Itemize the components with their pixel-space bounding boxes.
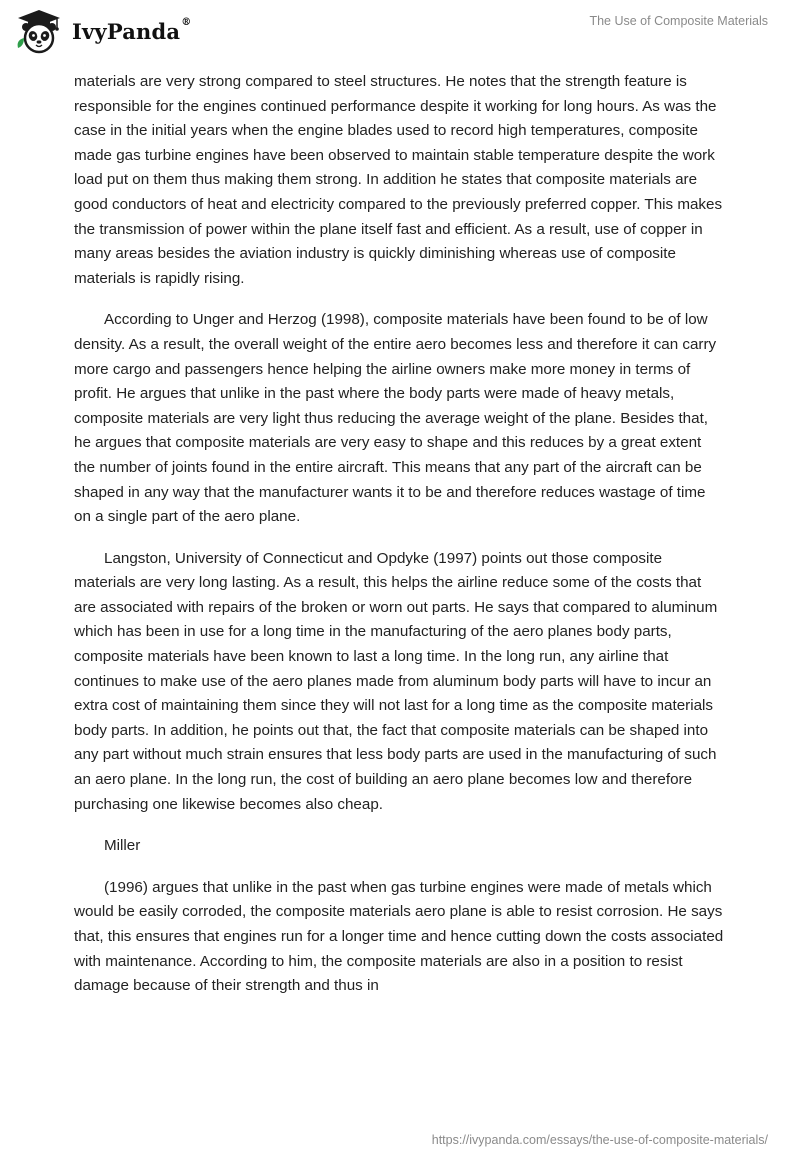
essay-body	[74, 70, 726, 1016]
ivypanda-logo[interactable]	[14, 8, 191, 54]
paragraph-miller-heading: Miller	[104, 837, 141, 855]
source-url[interactable]: https://ivypanda.com/essays/the-use-of-composite-materials/	[431, 1133, 768, 1147]
page-header	[0, 0, 800, 62]
paragraph-unger-herzog: According to Unger and Herzog (1998), composite materials have been found to be of low density. As a result, the overall weight of the entire aero becomes less and therefore it can carry more cargo and passengers hence helping the airline owners make more money in terms of profit. He argues that unlike in the past where the body parts were made of heavy metals, composite materials are very light thus reducing the average weight of the plane. Besides that, he argues that composite materials are very easy to shape and this reduces by a great extent the number of joints found in the entire aircraft. This means that any part of the aircraft can be shaped in any way that the manufacturer wants it to be and therefore reduces wastage of time on a single part of the aero plane.	[74, 311, 717, 526]
paragraph-continuation: materials are very strong compared to steel structures. He notes that the strength feature is responsible for the engines continued performance despite it working for long hours. As was the case in the initial years when the engine blades used to record high temperatures, composite made gas turbine engines have been observed to maintain stable temperature despite the work load put on them thus making them strong. In addition he states that composite materials are good conductors of heat and electricity compared to the previously preferred copper. This makes the transmission of power within the plane itself fast and efficient. As a result, use of copper in many areas besides the aviation industry is quickly diminishing whereas use of composite materials is rapidly rising.	[74, 73, 723, 287]
paragraph-miller: (1996) argues that unlike in the past when gas turbine engines were made of metals which would be easily corroded, the composite materials aero plane is able to resist corrosion. He says that, this ensures that engines run for a longer time and hence cutting down the costs associated with maintenance. According to him, the composite materials are also in a position to resist damage because of their strength and thus in	[74, 878, 724, 995]
registered-mark: ®	[181, 16, 192, 28]
paragraph-langston: Langston, University of Connecticut and Opdyke (1997) points out those composite materials are very long lasting. As a result, this helps the airline reduce some of the costs that are associated with repairs of the broken or worn out parts. He says that compared to aluminum which has been in use for a long time in the manufacturing of the aero planes body parts, composite materials have been known to last a long time. In the long run, any airline that continues to make use of the aero planes made from aluminum body parts will have to incur an extra cost of maintaining them since they will not last for a long time as the composite materials body parts. In addition, he points out that, the fact that composite materials can be shaped into any part without much strain ensures that less body parts are used in the manufacturing of such an aero plane. In the long run, the cost of building an aero plane becomes low and therefore purchasing one likewise becomes also cheap.	[74, 549, 718, 813]
document-title: The Use of Composite Materials	[589, 14, 768, 28]
logo-text: IvyPanda	[72, 18, 181, 44]
logo-wordmark	[72, 16, 192, 44]
panda-graduate-icon	[14, 8, 64, 54]
